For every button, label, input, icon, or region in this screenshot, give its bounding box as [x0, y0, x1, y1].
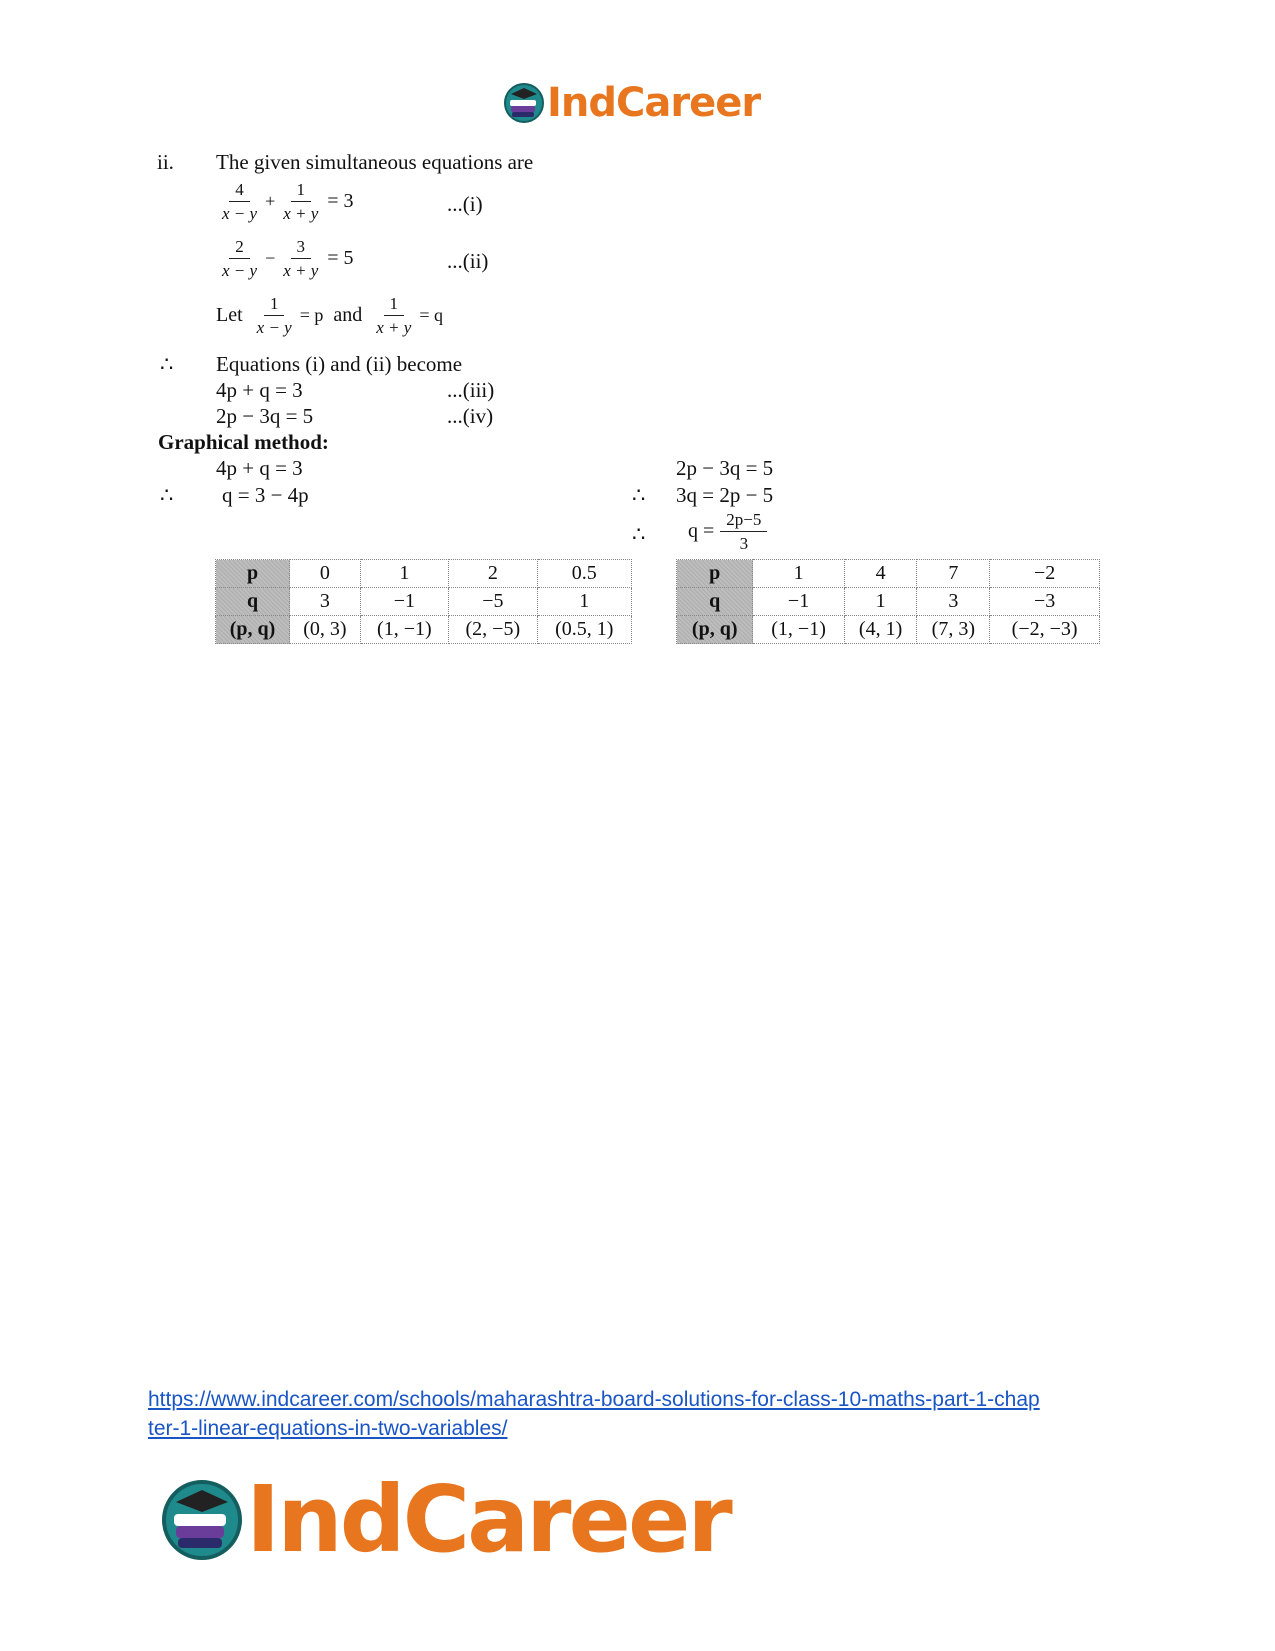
logo-text: IndCareer: [246, 1466, 730, 1573]
table-cell: (−2, −3): [990, 616, 1100, 644]
table-cell: 7: [917, 560, 990, 588]
table-cell: (7, 3): [917, 616, 990, 644]
table-cell: −1: [360, 588, 448, 616]
table-cell: 1: [844, 588, 917, 616]
denominator: x − y: [256, 317, 292, 337]
denominator: x + y: [376, 317, 412, 337]
denominator: x − y: [222, 203, 258, 223]
equation-4: 2p − 3q = 5: [216, 404, 314, 428]
right-equation: 2p − 3q = 5: [676, 456, 774, 480]
fraction: [216, 237, 263, 280]
numerator: 2p−5: [720, 510, 767, 532]
rhs: = 5: [327, 247, 354, 270]
table-cell: −2: [990, 560, 1100, 588]
values-table-2: [676, 559, 1100, 644]
therefore-symbol: ∴: [160, 352, 174, 376]
equation-tag: ...(iv): [447, 404, 494, 428]
therefore-symbol: ∴: [632, 483, 646, 507]
denominator: x − y: [222, 260, 258, 280]
table-cell: 4: [844, 560, 917, 588]
table-cell: 1: [753, 560, 844, 588]
row-header-cell: (p, q): [216, 616, 290, 644]
table-cell: (0.5, 1): [537, 616, 631, 644]
become-text: Equations (i) and (ii) become: [216, 352, 463, 376]
source-link[interactable]: [148, 1385, 1128, 1443]
table-row: [677, 616, 1100, 644]
fraction: [251, 294, 298, 337]
numerator: 3: [291, 237, 312, 259]
link-line-1[interactable]: https://www.indcareer.com/schools/maharashtra-board-solutions-for-class-10-maths-part-1-chap: [148, 1388, 1040, 1411]
right-rearranged: 3q = 2p − 5: [676, 483, 774, 507]
table-cell: −5: [449, 588, 537, 616]
table-row: [216, 560, 632, 588]
operator: −: [265, 248, 276, 269]
and-word: and: [333, 304, 363, 327]
row-header-cell: q: [216, 588, 290, 616]
table-cell: 2: [449, 560, 537, 588]
table-cell: 3: [290, 588, 361, 616]
row-header-cell: (p, q): [677, 616, 753, 644]
table-cell: 3: [917, 588, 990, 616]
equation-2: [216, 237, 354, 280]
therefore-symbol: ∴: [632, 522, 646, 546]
denominator: 3: [739, 533, 749, 553]
denominator: x + y: [283, 203, 319, 223]
left-solved: q = 3 − 4p: [222, 483, 309, 507]
table-cell: (1, −1): [360, 616, 448, 644]
table-cell: 0: [290, 560, 361, 588]
footer-logo: [160, 1466, 730, 1573]
operator: +: [265, 191, 276, 212]
table-cell: 1: [360, 560, 448, 588]
fraction: [277, 180, 324, 223]
header-logo: [503, 80, 760, 126]
table-cell: (2, −5): [449, 616, 537, 644]
table-cell: (0, 3): [290, 616, 361, 644]
table-row: [677, 560, 1100, 588]
rhs: = p: [299, 305, 324, 326]
equation-1: [216, 180, 354, 223]
numerator: 1: [264, 294, 285, 316]
logo-text: IndCareer: [547, 80, 761, 126]
left-equation: 4p + q = 3: [216, 456, 303, 480]
row-header-cell: p: [677, 560, 753, 588]
numerator: 2: [229, 237, 250, 259]
numerator: 1: [291, 180, 312, 202]
fraction: [720, 510, 767, 553]
values-table-1: [215, 559, 632, 644]
therefore-symbol: ∴: [160, 483, 174, 507]
let-word: Let: [216, 304, 243, 327]
rhs: = q: [419, 305, 443, 326]
fraction: [277, 237, 324, 280]
numerator: 4: [229, 180, 250, 202]
table-cell: 1: [537, 588, 631, 616]
table-cell: (4, 1): [844, 616, 917, 644]
table-cell: (1, −1): [753, 616, 844, 644]
denominator: x + y: [283, 260, 319, 280]
intro-text: The given simultaneous equations are: [216, 150, 534, 174]
equation-tag: ...(ii): [447, 249, 489, 273]
fraction: [216, 180, 263, 223]
book-globe-icon: [503, 82, 545, 124]
book-globe-icon: [160, 1478, 244, 1562]
link-line-2[interactable]: ter-1-linear-equations-in-two-variables/: [148, 1417, 508, 1440]
equation-tag: ...(iii): [447, 378, 495, 402]
table-cell: −1: [753, 588, 844, 616]
row-header-cell: q: [677, 588, 753, 616]
table-row: [216, 588, 632, 616]
equation-3: 4p + q = 3: [216, 378, 303, 402]
table-row: [216, 616, 632, 644]
q-label: q =: [688, 520, 715, 543]
table-row: [677, 588, 1100, 616]
rhs: = 3: [327, 190, 354, 213]
substitution-line: [216, 294, 443, 337]
item-number: ii.: [157, 150, 174, 174]
table-cell: 0.5: [537, 560, 631, 588]
equation-tag: ...(i): [447, 192, 483, 216]
right-solved: [688, 510, 767, 553]
numerator: 1: [384, 294, 405, 316]
row-header-cell: p: [216, 560, 290, 588]
table-cell: −3: [990, 588, 1100, 616]
fraction: [370, 294, 417, 337]
section-heading: Graphical method:: [158, 430, 329, 454]
